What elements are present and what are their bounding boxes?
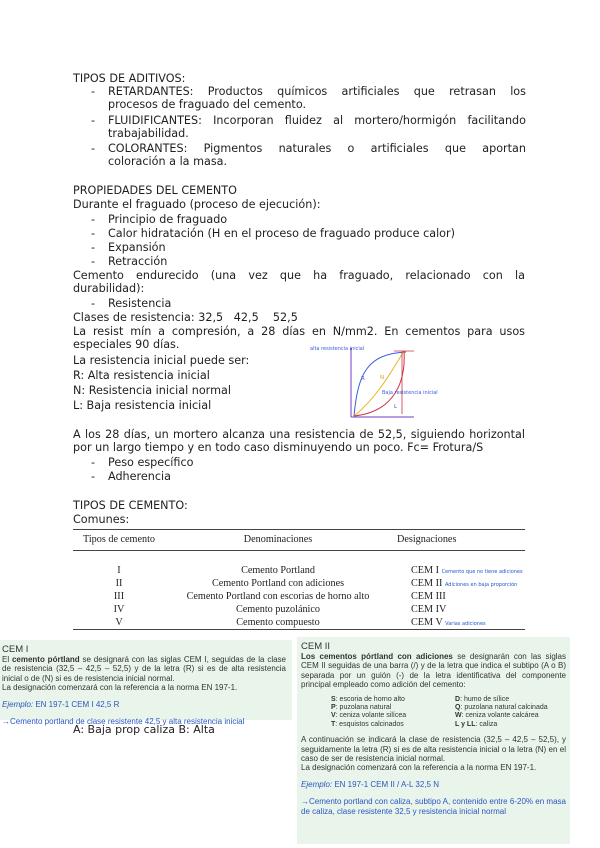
code-left — [331, 696, 455, 704]
endurecido-line-cont: durabilidad): — [73, 282, 145, 295]
code-row — [331, 721, 566, 729]
code-val: : puzolana natural — [335, 704, 392, 712]
code-key: P — [331, 704, 336, 712]
code-left — [331, 721, 455, 729]
graph-label-baja: Baja resistencia inicial — [382, 390, 438, 396]
cem1-norma: La designación comenzará con la referencia a la norma EN 197-1. — [2, 683, 238, 693]
cem2-bold: Los cementos pórtland con adiciones — [301, 652, 453, 661]
cem2-title: CEM II — [301, 641, 331, 652]
fraguado-label: Durante el fraguado (proceso de ejecución): — [73, 198, 321, 211]
tipos-heading: TIPOS DE CEMENTO: — [73, 499, 188, 512]
aditivo-retardantes: RETARDANTES: Productos químicos artificiales que retrasan los — [108, 85, 526, 98]
cell-desig — [391, 616, 525, 630]
code-key: T — [331, 720, 336, 728]
desig-text: CEM I — [411, 565, 440, 576]
cem2-codes — [331, 696, 566, 730]
cement-types-table — [73, 529, 525, 630]
table-row — [73, 577, 525, 590]
graph-label-alta: alta resistencia inicial — [310, 346, 365, 352]
aditivos-heading: TIPOS DE ADITIVOS: — [73, 72, 186, 85]
bullet-dash: - — [91, 114, 96, 127]
aditivo-colorantes: COLORANTES: Pigmentos naturales o artificiales que aportan — [108, 142, 526, 155]
code-val: : ceniza volante calcárea — [461, 712, 539, 720]
table-header-row — [73, 530, 525, 551]
code-row — [331, 704, 566, 712]
dias-line-cont: por un largo tiempo y en todo caso disminuyendo un poco. Fc= Frotura/S — [73, 441, 484, 454]
code-val: : escoria de horno alto — [335, 695, 405, 703]
final-item: Adherencia — [108, 470, 171, 483]
cem2-clase: A continuación se indicará la clase de resistencia (32,5 – 42,5 – 52,5), y seguidamente la letra (R) si es de alta resistencia inicial o la letra (N) en el caso de ser de resistencia inicial normal. — [301, 735, 566, 764]
bullet-dash: - — [91, 213, 96, 226]
bullet-dash: - — [91, 255, 96, 268]
code-val: : ceniza volante silícea — [335, 712, 407, 720]
bullet-dash: - — [91, 142, 96, 155]
example-label: Ejemplo: — [2, 699, 34, 709]
inicial-label: La resistencia inicial puede ser: — [73, 354, 250, 367]
cem2-rest: se designarán con las siglas CEM II seguidas de una barra (/) y de la letra que indica el subtipo (A o B) separada por un guión (-) de la letra identificativa del componente principal empleado como adición del cemento: — [301, 652, 566, 690]
code-val: : puzolana natural calcinada — [460, 704, 548, 712]
bullet-dash: - — [91, 456, 96, 469]
cell-tipo: I — [117, 565, 121, 576]
code-val: : esquistos calcinados — [335, 720, 404, 728]
fraguado-item: Retracción — [108, 255, 168, 268]
col-header: Denominaciones — [165, 530, 391, 551]
propiedades-heading: PROPIEDADES DEL CEMENTO — [73, 184, 237, 197]
desig-text: CEM V — [411, 617, 443, 628]
endurecido-line: Cemento endurecido (una vez que ha fraguado, relacionado con la — [73, 269, 525, 282]
cem1-paragraph — [2, 655, 286, 683]
cem2-norma: La designación comenzará con la referencia a la norma EN 197-1. — [301, 763, 537, 773]
cell-tipo: V — [73, 616, 165, 630]
example-text: EN 197-1 CEM I 42,5 R — [33, 699, 120, 709]
col-header: Tipos de cemento — [73, 530, 165, 551]
bullet-dash: - — [91, 297, 96, 310]
resist-line-cont: especiales 90 días. — [73, 338, 180, 351]
cem1-rest: se designará con las siglas CEM I, seguidas de la clase de resistencia (32,5 – 42,5 – 52,5) y de la letra (R) si es de alta resistencia inicial o de (N) si es de resistencia inicial normal. — [2, 655, 286, 683]
cem1-handnote: A: Baja prop caliza B: Alta — [73, 723, 215, 736]
code-key: Q — [455, 704, 461, 712]
code-right — [455, 704, 548, 712]
code-right — [455, 721, 497, 729]
dias-line: A los 28 días, un mortero alcanza una resistencia de 52,5, siguiendo horizontal — [73, 428, 525, 441]
desig-text: CEM IV — [411, 604, 447, 615]
clases-resistencia: Clases de resistencia: 32,5 42,5 52,5 — [73, 311, 298, 324]
cem2-example — [301, 780, 566, 789]
code-key: W — [455, 712, 462, 720]
cell-tipo: III — [113, 591, 125, 602]
handwritten-note: Adiciones en baja proporción — [444, 582, 518, 588]
cem2-paragraph — [301, 652, 566, 690]
bullet-dash: - — [91, 227, 96, 240]
inicial-item: R: Alta resistencia inicial — [73, 369, 210, 382]
cell-desig — [391, 603, 525, 616]
desig-text: CEM III — [411, 591, 446, 602]
cem1-pre: El — [2, 655, 12, 664]
tipos-sub: Comunes: — [73, 513, 130, 526]
final-item: Peso específico — [108, 456, 194, 469]
cem1-arrow: →Cemento portland de clase resistente 42,5 y alta resistencia inicial — [2, 717, 245, 727]
inicial-item: N: Resistencia inicial normal — [73, 384, 231, 397]
bullet-dash: - — [91, 85, 96, 98]
cell-tipo: II — [115, 578, 123, 589]
cem2-arrow: →Cemento portland con caliza, subtipo A, contenido entre 6-20% en masa de caliza, clase resistente 32,5 y resistencia inicial normal — [301, 797, 566, 816]
cem1-box — [0, 640, 292, 727]
code-key: V — [331, 712, 336, 720]
resistance-graph — [306, 342, 438, 422]
code-val: : humo de sílice — [460, 695, 510, 703]
fraguado-item: Principio de fraguado — [108, 213, 228, 226]
handwritten-note: Cemento que no tiene adiciones — [441, 569, 523, 575]
fraguado-item: Calor hidratación (H en el proceso de fraguado produce calor) — [108, 227, 455, 240]
bullet-dash: - — [91, 470, 96, 483]
desig-text: CEM II — [411, 578, 443, 589]
code-row — [331, 696, 566, 704]
cell-desig — [391, 564, 525, 577]
aditivo-colorantes-cont: coloración a la masa. — [108, 155, 228, 168]
cell-denom: Cemento puzolánico — [235, 604, 321, 615]
graph-label-n: N — [380, 375, 385, 381]
handwritten-note: Varias adiciones — [445, 621, 486, 627]
cem1-example — [2, 700, 286, 709]
cell-denom: Cemento Portland con escorias de horno alto — [186, 591, 370, 602]
graph-curve-r — [354, 352, 406, 416]
table-row — [73, 551, 525, 565]
inicial-item: L: Baja resistencia inicial — [73, 399, 212, 412]
table-row — [73, 603, 525, 616]
code-right — [455, 712, 539, 720]
cell-desig — [391, 577, 525, 590]
code-right — [455, 696, 509, 704]
fraguado-item: Expansión — [108, 241, 166, 254]
code-key: D — [455, 695, 461, 703]
code-key: S — [331, 695, 336, 703]
cem1-bold: cemento pórtland — [11, 655, 80, 664]
example-text: EN 197-1 CEM II / A-L 32,5 N — [332, 779, 439, 789]
cell-denom: Cemento Portland con adiciones — [211, 578, 345, 589]
graph-label-r: R — [361, 376, 365, 382]
resist-line: La resist mín a compresión, a 28 días en N/mm2. En cementos para usos — [73, 325, 525, 338]
example-label: Ejemplo: — [301, 779, 333, 789]
aditivo-fluidificantes-cont: trabajabilidad. — [108, 127, 189, 140]
cem2-box — [297, 637, 570, 844]
cell-denom: Cemento Portland — [241, 565, 315, 576]
col-header: Designaciones — [391, 530, 525, 551]
code-val: : caliza — [475, 720, 498, 728]
table-row — [73, 564, 525, 577]
code-key: L y LL — [455, 720, 476, 728]
cell-desig — [391, 590, 525, 603]
endurecido-item: Resistencia — [108, 297, 172, 310]
aditivo-retardantes-cont: procesos de fraguado del cemento. — [108, 98, 307, 111]
cem1-title: CEM I — [2, 644, 29, 655]
graph-label-l: L — [394, 404, 398, 410]
code-row — [331, 712, 566, 720]
table-row — [73, 590, 525, 603]
aditivo-fluidificantes: FLUIDIFICANTES: Incorporan fluidez al mortero/hormigón facilitando — [108, 114, 526, 127]
cell-denom: Cemento compuesto — [165, 616, 391, 630]
cell-tipo: IV — [113, 604, 125, 615]
bullet-dash: - — [91, 241, 96, 254]
table-row — [73, 616, 525, 630]
code-left — [331, 704, 455, 712]
code-left — [331, 712, 455, 720]
